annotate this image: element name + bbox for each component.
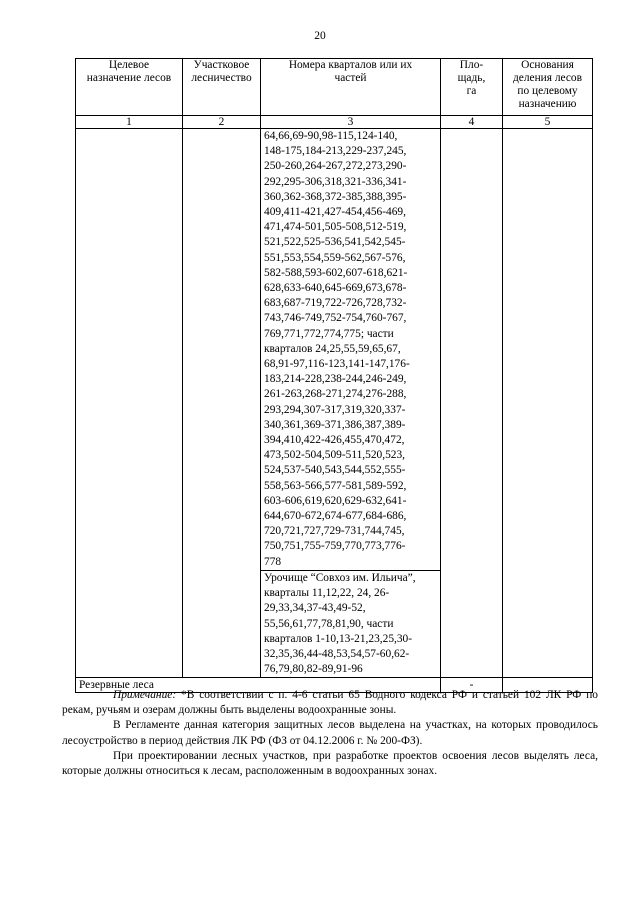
area-cell <box>441 129 503 678</box>
table-header-row <box>76 59 593 116</box>
paragraph-reglament: В Регламенте данная категория защитных лесов выделена на участках, на которых проводилось лесоустройство в период действия ЛК РФ (ФЗ от 04.12.2006 г. № 200-ФЗ). <box>62 719 598 747</box>
header-basis: Основания деления лесов по целевому назначению <box>503 59 593 116</box>
page-number: 20 <box>314 30 326 42</box>
header-district: Участковое лесничество <box>183 59 261 116</box>
purpose-cell <box>76 129 183 678</box>
column-number: 3 <box>261 116 441 129</box>
quarters-cell: Урочище “Совхоз им. Ильича”, кварталы 11,12,22, 24, 26- 29,33,34,37-43,49-52, 55,56,61,77,78,81,90, части кварталов 1-10,13-21,23,25,30- 32,35,36,44-48,53,54,57-60,62- 76,79,80,82-89,91-96 <box>261 570 441 677</box>
quarters-cell: 64,66,69-90,98-115,124-140, 148-175,184-213,229-237,245, 250-260,264-267,272,273,290- 292,295-306,318,321-336,341- 360,362-368,372-385,388,395- 409,411-421,427-454,456-469, 471,474-501,505-508,512-519, 521,522,525-536,541,542,545- 551,553,554,559-562,567-576, 582-588,593-602,607-618,621- 628,633-640,645-669,673,678- 683,687-719,722-726,728,732- 743,746-749,752-754,760-767, 769,771,772,774,775; части кварталов 24,25,55,59,65,67, 68,91-97,116-123,141-147,176- 183,214-228,238-244,246-249, 261-263,268-271,274,276-288, 293,294,307-317,319,320,337- 340,361,369-371,386,387,389- 394,410,422-426,455,470,472, 473,502-504,509-511,520,523, 524,537-540,543,544,552,555- 558,563-566,577-581,589-592, 603-606,619,620,629-632,641- 644,670-672,674-677,684-686, 720,721,727,729-731,744,745, 750,751,755-759,770,773,776- 778 <box>261 129 441 571</box>
header-area: Пло- щадь, га <box>441 59 503 116</box>
column-number-row <box>76 116 593 129</box>
column-number: 1 <box>76 116 183 129</box>
notes-section <box>62 688 598 779</box>
table-row <box>76 129 593 571</box>
column-number: 2 <box>183 116 261 129</box>
column-number: 5 <box>503 116 593 129</box>
reserve-label-cell: Резервные леса <box>76 678 441 693</box>
note-paragraph <box>62 688 598 718</box>
forest-regulation-table <box>75 58 593 693</box>
basis-cell <box>503 129 593 678</box>
note-text: *В соответствии с п. 4-6 статьи 65 Водного кодекса РФ и статьей 102 ЛК РФ по рекам, ручьям и озерам должны быть выделены водоохранные зоны. <box>62 689 598 717</box>
note-label: Примечание: <box>113 689 177 701</box>
district-cell <box>183 129 261 678</box>
column-number: 4 <box>441 116 503 129</box>
header-purpose: Целевое назначение лесов <box>76 59 183 116</box>
reserve-area-cell: - <box>441 678 503 693</box>
paragraph-design: При проектировании лесных участков, при разработке проектов освоения лесов выделять леса, которые должны относиться к лесам, расположенным в водоохранных зонах. <box>62 749 598 778</box>
header-quarters: Номера кварталов или их частей <box>261 59 441 116</box>
